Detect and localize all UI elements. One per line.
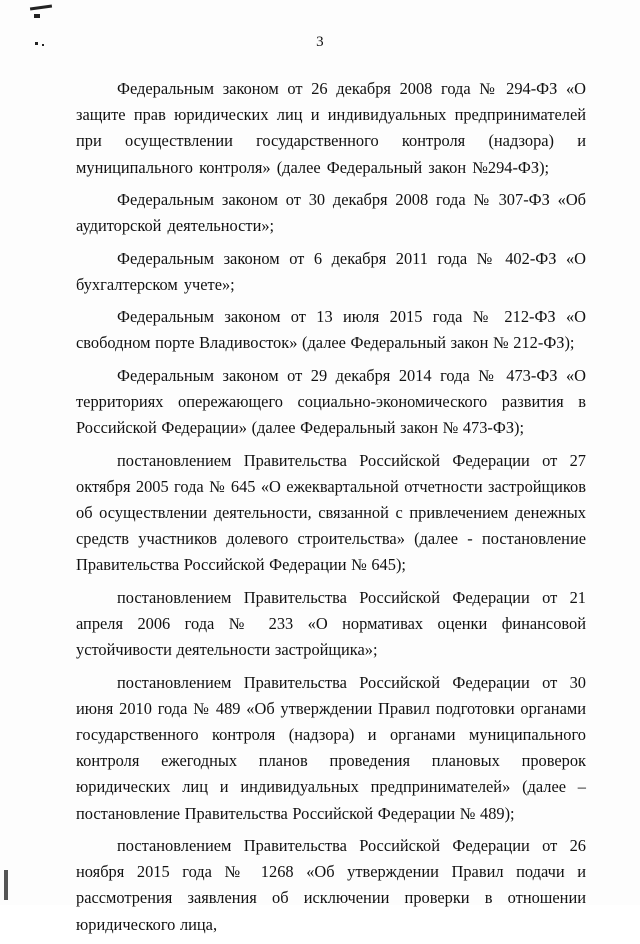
paragraph-decree-1268: постановлением Правительства Российской Федерации от 26 ноября 2015 года № 1268 «Об утверждении Правил подачи и рассмотрения заявления об исключении проверки в отношении юридического лица,: [76, 835, 586, 934]
scan-artifact-bottom: [4, 870, 8, 900]
page-number: 3: [316, 34, 324, 50]
paragraph-law-307: Федеральным законом от 30 декабря 2008 года № 307-ФЗ «Об аудиторской деятельности»;: [76, 190, 586, 236]
scan-artifact-top-dot: [34, 14, 40, 18]
paragraph-law-294: Федеральным законом от 26 декабря 2008 года № 294-ФЗ «О защите прав юридических лиц и индивидуальных предпринимателей при осуществлении государственного контроля (надзора) и муниципального контроля» (далее Федеральный закон №294-ФЗ);: [76, 79, 586, 177]
document-body: [76, 76, 586, 944]
paragraph-law-473: Федеральным законом от 29 декабря 2014 года № 473-ФЗ «О территориях опережающего социально-экономического развития в Российской Федерации» (далее Федеральный закон № 473-ФЗ);: [76, 365, 586, 438]
paragraph-decree-233: постановлением Правительства Российской Федерации от 21 апреля 2006 года № 233 «О нормативах оценки финансовой устойчивости деятельности застройщика»;: [76, 587, 586, 660]
paragraph-decree-645: постановлением Правительства Российской Федерации от 27 октября 2005 года № 645 «О ежеквартальной отчетности застройщиков об осуществлении деятельности, связанной с привлечением денежных средств участников долевого строительства» (далее - постановление Правительства Российской Федерации № 645);: [76, 450, 586, 575]
paragraph-law-402: Федеральным законом от 6 декабря 2011 года № 402-ФЗ «О бухгалтерском учете»;: [76, 248, 586, 294]
paragraph-law-212: Федеральным законом от 13 июля 2015 года № 212-ФЗ «О свободном порте Владивосток» (далее Федеральный закон № 212-ФЗ);: [76, 307, 586, 353]
paragraph-decree-489: постановлением Правительства Российской Федерации от 30 июня 2010 года № 489 «Об утверждении Правил подготовки органами государственного контроля (надзора) и органами муниципального контроля ежегодных планов проведения плановых проверок юридических лиц и индивидуальных предпринимателей» (далее – постановление Правительства Российской Федерации № 489);: [76, 672, 586, 823]
scan-artifact-top: [30, 4, 52, 10]
